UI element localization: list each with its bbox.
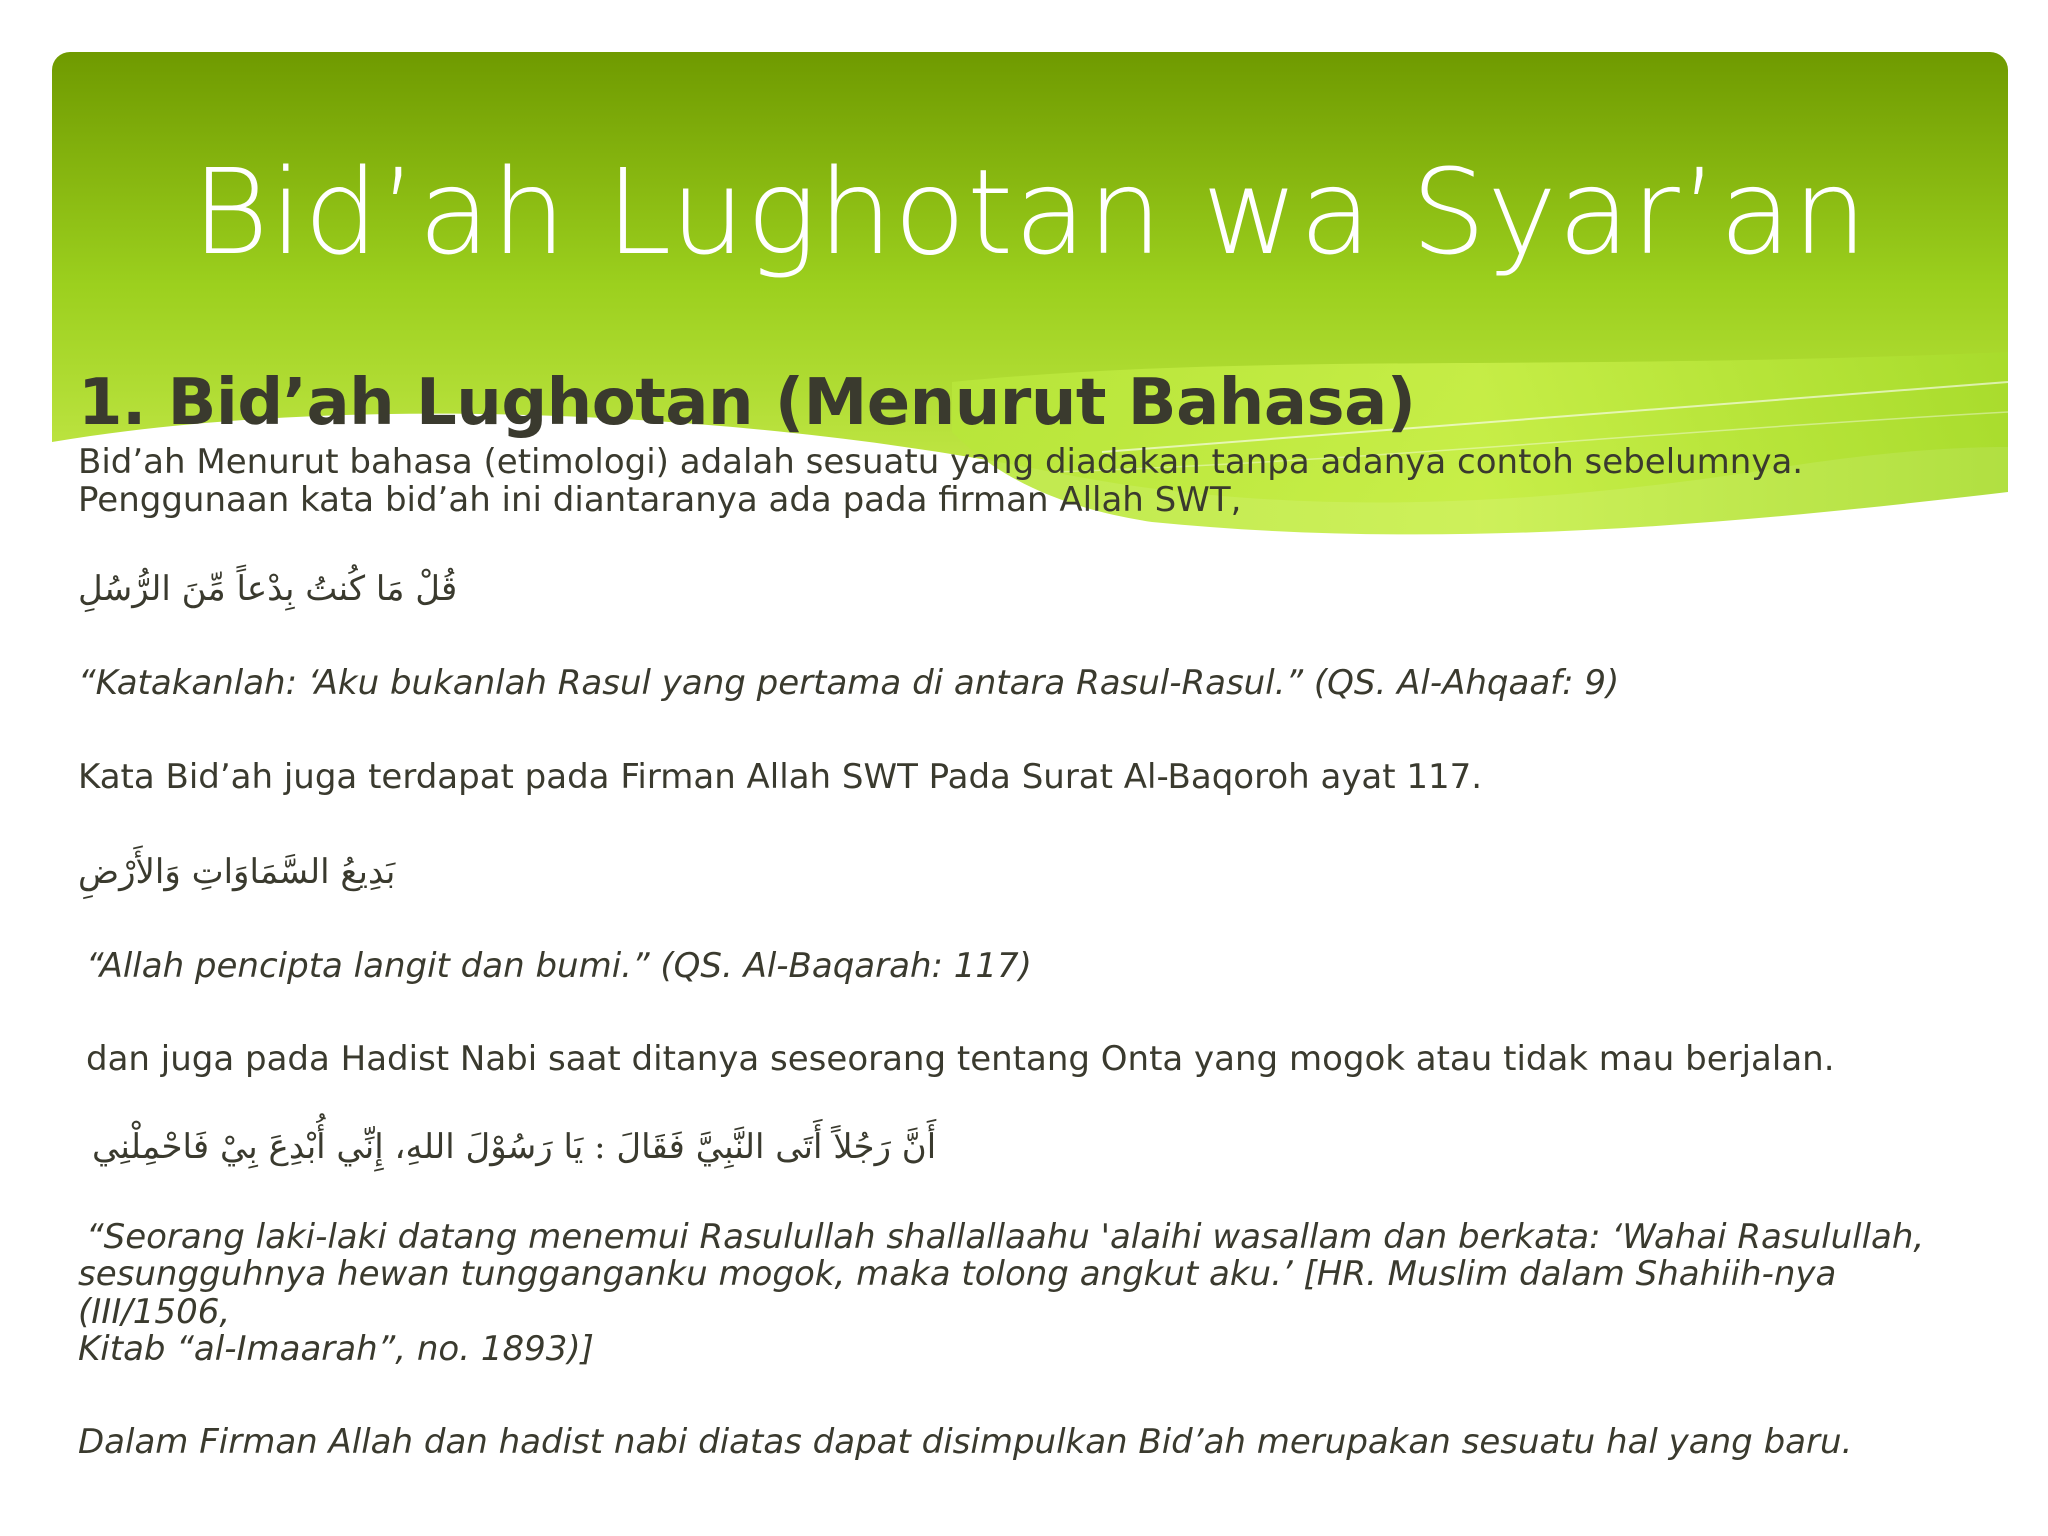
slide-title: Bid’ah Lughotan wa Syar’an xyxy=(191,143,1869,281)
arabic-verse-1: قُلْ مَا كُنتُ بِدْعاً مِّنَ الرُّسُلِ xyxy=(78,569,458,610)
paragraph-2: Kata Bid’ah juga terdapat pada Firman Allah SWT Pada Surat Al-Baqoroh ayat 117. xyxy=(78,756,1483,797)
quote-2: “Allah pencipta langit dan bumi.” (QS. Al-Baqarah: 117) xyxy=(86,945,1032,986)
arabic-hadith-row xyxy=(78,1127,1978,1167)
arabic-verse-1-row xyxy=(78,569,1978,609)
paragraph-3: dan juga pada Hadist Nabi saat ditanya seseorang tentang Onta yang mogok atau tidak mau berjalan. xyxy=(86,1039,1835,1080)
section-heading: 1. Bid’ah Lughotan (Menurut Bahasa) xyxy=(78,366,1416,440)
slide-content xyxy=(78,368,1978,1462)
quote-3-line-2: sesungguhnya hewan tungganganku mogok, maka tolong angkut aku.’ [HR. Muslim dalam Shahiih-nya (III/1506, xyxy=(78,1254,1837,1332)
quote-1: “Katakanlah: ‘Aku bukanlah Rasul yang pertama di antara Rasul-Rasul.” (QS. Al-Ahqaaf: 9) xyxy=(78,663,1620,704)
arabic-verse-2-row xyxy=(78,852,1978,892)
intro-line-1: Bid’ah Menurut bahasa (etimologi) adalah sesuatu yang diadakan tanpa adanya contoh sebelumnya. xyxy=(78,442,1804,483)
intro-line-2: Penggunaan kata bid’ah ini diantaranya ada pada firman Allah SWT, xyxy=(78,479,1242,520)
quote-3-line-1: “Seorang laki-laki datang menemui Rasulullah shallallaahu 'alaihi wasallam dan berkata: ‘Wahai Rasulullah, xyxy=(86,1216,1925,1257)
arabic-verse-2: بَدِيعُ السَّمَاوَاتِ وَالأَرْضِ xyxy=(78,851,396,892)
arabic-hadith: أَنَّ رَجُلاً أَتَى النَّبِيَّ فَقَالَ : يَا رَسُوْلَ اللهِ، إِنِّي أُبْدِعَ بِيْ فَاحْمِلْنِي xyxy=(92,1126,937,1167)
conclusion: Dalam Firman Allah dan hadist nabi diatas dapat disimpulkan Bid’ah merupakan sesuatu hal yang baru. xyxy=(78,1422,1853,1463)
quote-3-line-3: Kitab “al-Imaarah”, no. 1893)] xyxy=(78,1328,594,1369)
